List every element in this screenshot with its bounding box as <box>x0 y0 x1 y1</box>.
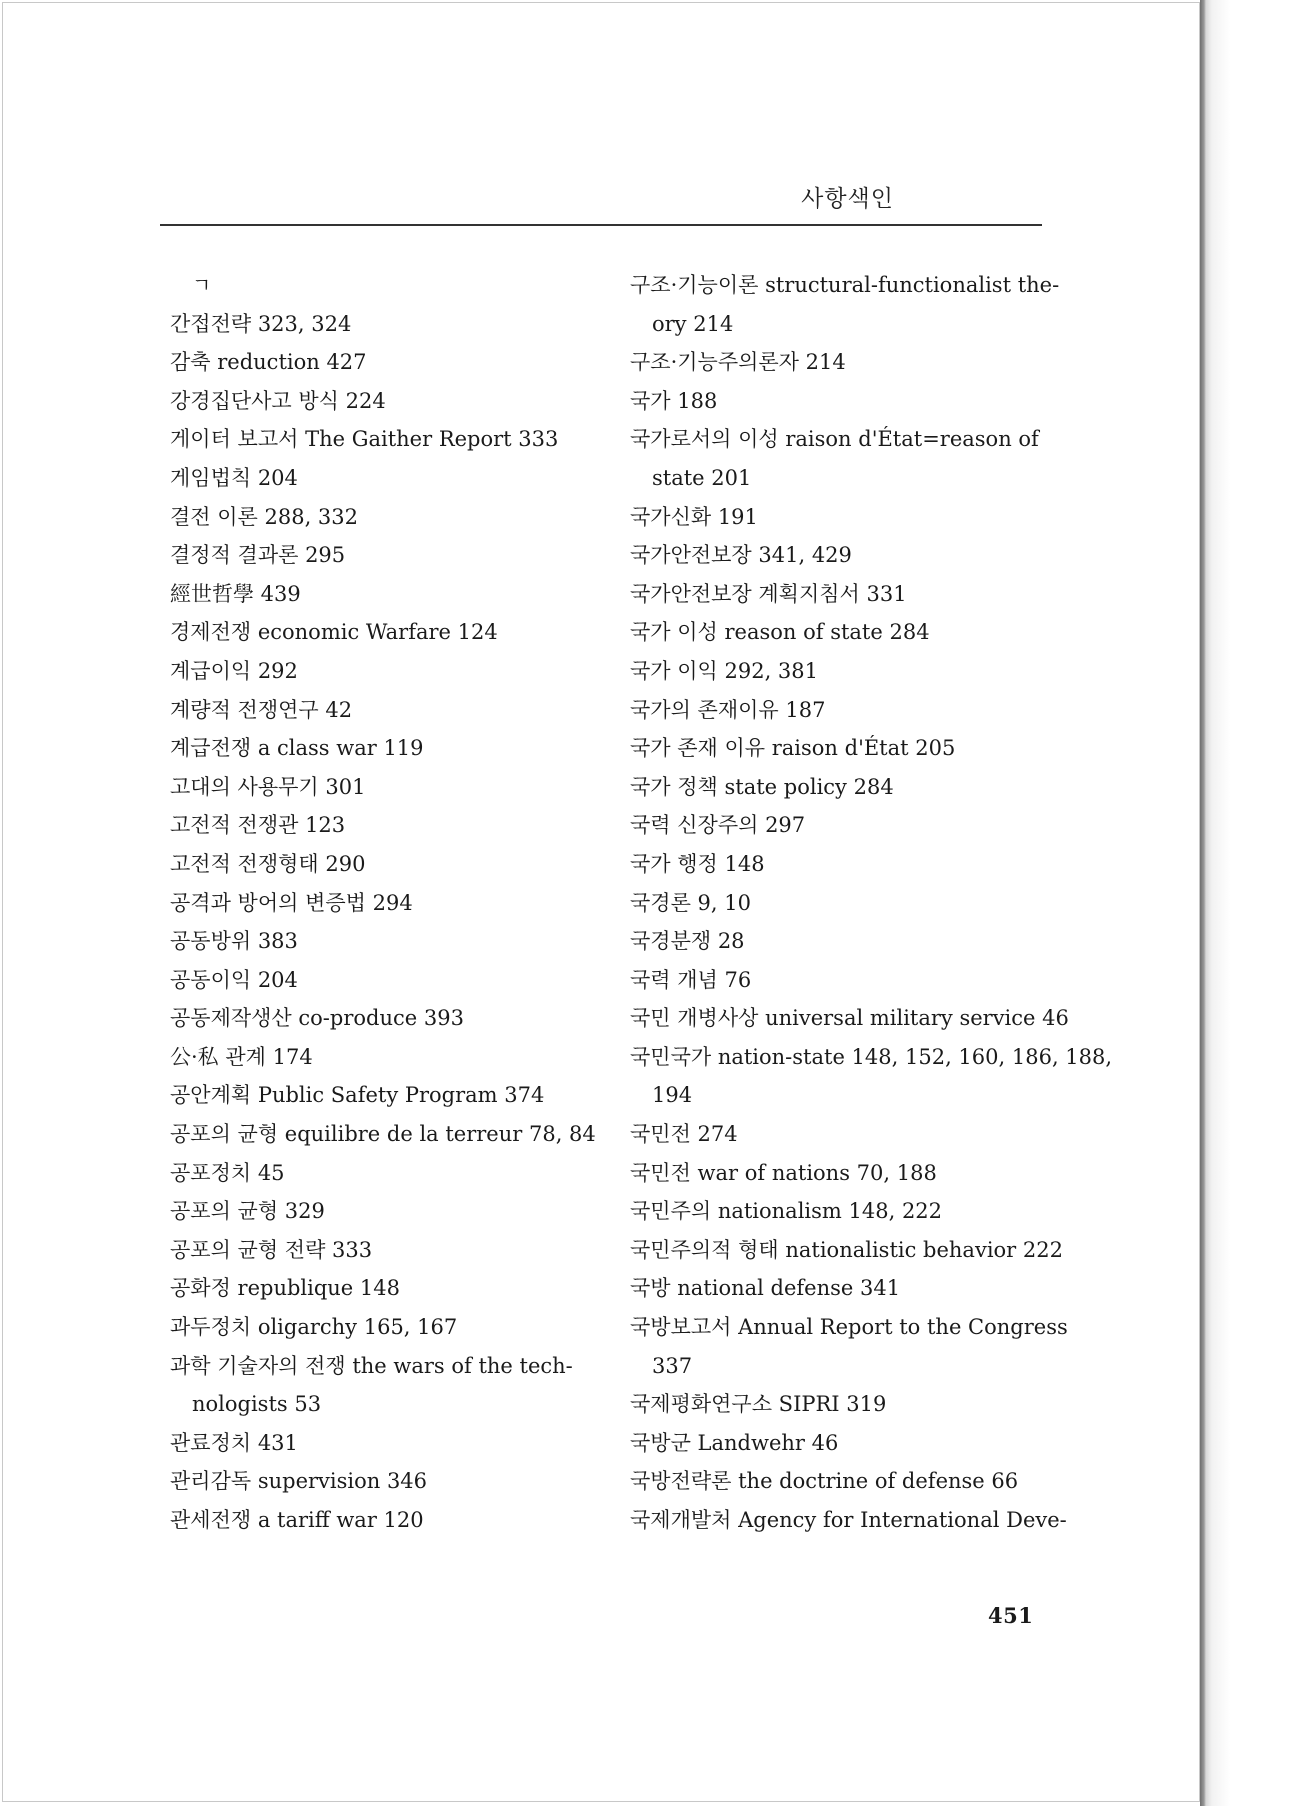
index-entry: 관세전쟁 a tariff war 120 <box>170 1508 424 1532</box>
page-number: 451 <box>988 1603 1034 1628</box>
index-entry: 결전 이론 288, 332 <box>170 504 359 529</box>
index-entry: 국가안전보장 계획지침서 331 <box>630 581 907 606</box>
index-entry: 국력 개념 76 <box>630 967 752 992</box>
index-entry: 국방보고서 Annual Report to the Congress <box>630 1315 1068 1340</box>
header-rule <box>160 224 1042 226</box>
index-entry: 국방군 Landwehr 46 <box>630 1430 839 1455</box>
index-entry: 과학 기술자의 전쟁 the wars of the tech- <box>170 1353 573 1378</box>
index-entry: 국제개발처 Agency for International Deve- <box>630 1508 1067 1532</box>
index-entry: 국민전 274 <box>630 1122 738 1147</box>
index-entry: 과두정치 oligarchy 165, 167 <box>170 1315 458 1340</box>
index-entry: 국가신화 191 <box>630 504 758 529</box>
index-entry: 국방 national defense 341 <box>630 1276 901 1301</box>
index-entry: 국경론 9, 10 <box>630 890 751 915</box>
index-entry: 간접전략 323, 324 <box>170 311 352 336</box>
index-entry: 게이터 보고서 The Gaither Report 333 <box>170 427 559 452</box>
index-entry: 국가안전보장 341, 429 <box>630 543 852 568</box>
index-entry: 고전적 전쟁형태 290 <box>170 851 366 876</box>
index-entry: 국력 신장주의 297 <box>630 813 806 838</box>
index-entry: 공격과 방어의 변증법 294 <box>170 890 413 915</box>
index-entry: 국민국가 nation-state 148, 152, 160, 186, 188, <box>630 1044 1113 1069</box>
running-head: 사항색인 <box>801 186 894 212</box>
index-entry: 국가로서의 이성 raison d'État=reason of <box>630 427 1039 452</box>
index-entry: 계급이익 292 <box>170 658 298 683</box>
index-entry: 공동제작생산 co-produce 393 <box>170 1006 464 1031</box>
index-entry: 국민전 war of nations 70, 188 <box>630 1160 937 1185</box>
index-entry-continuation: state 201 <box>652 465 752 490</box>
index-entry: 강경집단사고 방식 224 <box>170 388 386 413</box>
index-entry: 공안계획 Public Safety Program 374 <box>170 1083 545 1108</box>
index-entry: 국민주의 nationalism 148, 222 <box>630 1199 943 1224</box>
section-letter: ㄱ <box>192 273 212 297</box>
index-entry: 공화정 republique 148 <box>170 1276 400 1301</box>
index-entry: 고전적 전쟁관 123 <box>170 813 346 838</box>
index-entry: 국민 개병사상 universal military service 46 <box>630 1006 1069 1031</box>
index-entry: 공포의 균형 equilibre de la terreur 78, 84 <box>170 1122 596 1147</box>
index-entry: 經世哲學 439 <box>170 581 301 606</box>
index-entry: 국가 이익 292, 381 <box>630 658 819 683</box>
index-entry-continuation: ory 214 <box>652 311 734 336</box>
index-entry: 관료정치 431 <box>170 1430 298 1455</box>
index-entry: 공포의 균형 329 <box>170 1199 325 1224</box>
index-entry: 국경분쟁 28 <box>630 929 745 954</box>
index-entry-continuation: nologists 53 <box>192 1392 322 1417</box>
index-entry: 국가의 존재이유 187 <box>630 697 826 722</box>
scroll-gutter <box>1200 0 1310 1806</box>
index-entry: 게임법칙 204 <box>170 465 298 490</box>
index-entry: 公·私 관계 174 <box>170 1044 313 1069</box>
index-entry: 공동방위 383 <box>170 929 298 954</box>
index-entry: 국가 이성 reason of state 284 <box>630 620 930 645</box>
index-entry: 국방전략론 the doctrine of defense 66 <box>630 1469 1019 1494</box>
index-entry: 계량적 전쟁연구 42 <box>170 697 353 722</box>
index-entry: 결정적 결과론 295 <box>170 543 346 568</box>
index-column-left <box>170 266 600 1540</box>
index-entry: 구조·기능이론 structural-functionalist the- <box>630 273 1060 297</box>
index-entry: 공포의 균형 전략 333 <box>170 1237 373 1262</box>
index-entry: 국가 정책 state policy 284 <box>630 774 894 799</box>
index-entry: 고대의 사용무기 301 <box>170 774 366 799</box>
index-entry: 국가 188 <box>630 388 718 413</box>
index-entry: 경제전쟁 economic Warfare 124 <box>170 620 498 645</box>
index-entry-continuation: 337 <box>652 1353 693 1378</box>
index-column-right <box>630 266 1113 1540</box>
index-entry: 감축 reduction 427 <box>170 350 367 375</box>
index-entry: 관리감독 supervision 346 <box>170 1469 428 1494</box>
index-entry: 계급전쟁 a class war 119 <box>170 736 424 761</box>
index-entry: 국민주의적 형태 nationalistic behavior 222 <box>630 1237 1063 1262</box>
index-entry-continuation: 194 <box>652 1083 693 1108</box>
index-entry: 국가 존재 이유 raison d'État 205 <box>630 736 956 761</box>
index-entry: 국가 행정 148 <box>630 851 765 876</box>
index-entry: 구조·기능주의론자 214 <box>630 350 846 375</box>
index-entry: 공동이익 204 <box>170 967 298 992</box>
index-entry: 국제평화연구소 SIPRI 319 <box>630 1392 887 1417</box>
index-entry: 공포정치 45 <box>170 1160 285 1185</box>
